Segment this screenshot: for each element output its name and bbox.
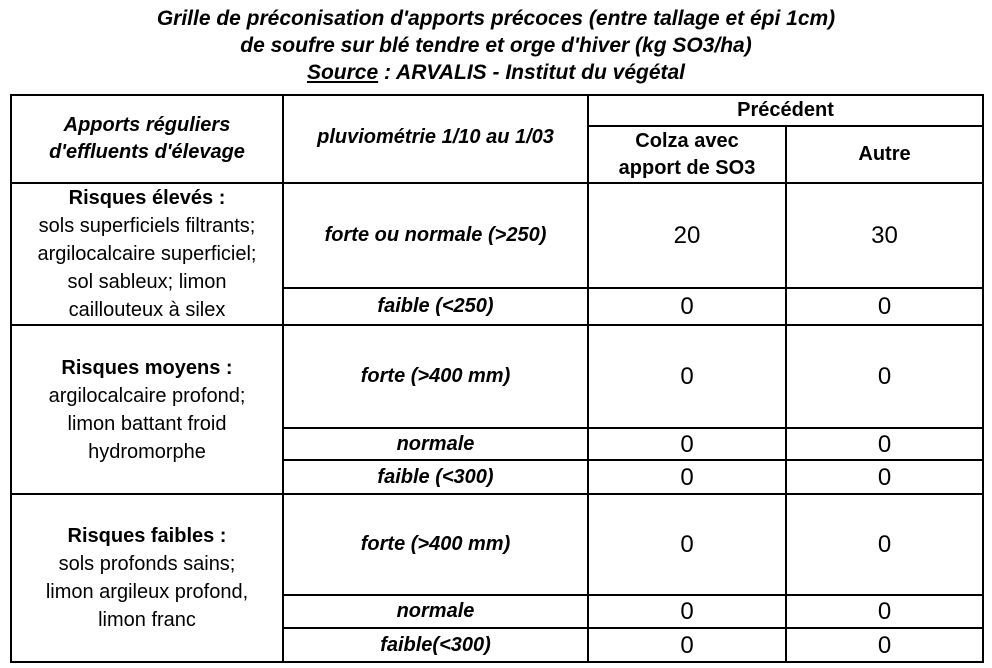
table-row xyxy=(11,494,983,595)
colza-value-cell: 0 xyxy=(588,494,786,595)
autre-value-cell: 0 xyxy=(786,460,983,494)
document-title xyxy=(0,5,992,86)
autre-value-cell: 0 xyxy=(786,288,983,325)
autre-value-cell: 30 xyxy=(786,183,983,288)
header-colza-line: Colza avec xyxy=(635,129,739,152)
autre-value-cell: 0 xyxy=(786,595,983,628)
risk-title: Risques faibles : xyxy=(67,525,227,547)
risk-line: caillouteux à silex xyxy=(68,299,226,321)
source-label: Source xyxy=(306,61,379,84)
table-row xyxy=(11,183,983,288)
colza-value-cell: 20 xyxy=(588,183,786,288)
header-apports xyxy=(11,95,283,183)
colza-value-cell: 0 xyxy=(588,428,786,460)
pluviometrie-cell: forte ou normale (>250) xyxy=(283,183,588,288)
header-colza-line: apport de SO3 xyxy=(618,156,756,179)
colza-value-cell: 0 xyxy=(588,595,786,628)
header-apports-line: Apports réguliers xyxy=(63,114,231,136)
title-line-2: de soufre sur blé tendre et orge d'hiver (kg SO3/ha) xyxy=(240,34,752,57)
pluviometrie-cell: forte (>400 mm) xyxy=(283,494,588,595)
colza-value-cell: 0 xyxy=(588,325,786,428)
risk-cell xyxy=(11,325,283,494)
risk-cell xyxy=(11,183,283,325)
header-pluviometrie: pluviométrie 1/10 au 1/03 xyxy=(283,95,588,183)
pluviometrie-cell: faible(<300) xyxy=(283,628,588,662)
risk-line: sol sableux; limon xyxy=(67,271,227,293)
risk-line: argilocalcaire superficiel; xyxy=(37,243,257,265)
autre-value-cell: 0 xyxy=(786,628,983,662)
autre-value-cell: 0 xyxy=(786,494,983,595)
pluviometrie-cell: normale xyxy=(283,595,588,628)
source-text: : ARVALIS - Institut du végétal xyxy=(378,61,686,84)
risk-line: argilocalcaire profond; xyxy=(48,384,246,407)
header-row xyxy=(11,95,983,126)
table-body xyxy=(11,183,983,662)
autre-value-cell: 0 xyxy=(786,428,983,460)
header-precedent: Précédent xyxy=(588,95,983,126)
colza-value-cell: 0 xyxy=(588,288,786,325)
risk-line: hydromorphe xyxy=(88,440,206,463)
header-colza xyxy=(588,126,786,183)
risk-line: sols profonds sains; xyxy=(58,553,236,575)
autre-value-cell: 0 xyxy=(786,325,983,428)
table-row xyxy=(11,325,983,428)
risk-line: sols superficiels filtrants; xyxy=(38,215,256,237)
header-autre: Autre xyxy=(786,126,983,183)
pluviometrie-cell: forte (>400 mm) xyxy=(283,325,588,428)
recommendation-table xyxy=(10,94,984,663)
colza-value-cell: 0 xyxy=(588,628,786,662)
pluviometrie-cell: faible (<250) xyxy=(283,288,588,325)
header-apports-line: d'effluents d'élevage xyxy=(49,141,245,163)
risk-title: Risques élevés : xyxy=(68,187,226,209)
pluviometrie-cell: faible (<300) xyxy=(283,460,588,494)
risk-line: limon battant froid xyxy=(67,412,227,435)
pluviometrie-cell: normale xyxy=(283,428,588,460)
risk-title: Risques moyens : xyxy=(61,356,233,379)
title-line-1: Grille de préconisation d'apports précoces (entre tallage et épi 1cm) xyxy=(156,7,836,30)
risk-line: limon franc xyxy=(98,609,196,631)
risk-cell xyxy=(11,494,283,662)
title-source xyxy=(0,59,992,86)
risk-line: limon argileux profond, xyxy=(45,581,249,603)
colza-value-cell: 0 xyxy=(588,460,786,494)
